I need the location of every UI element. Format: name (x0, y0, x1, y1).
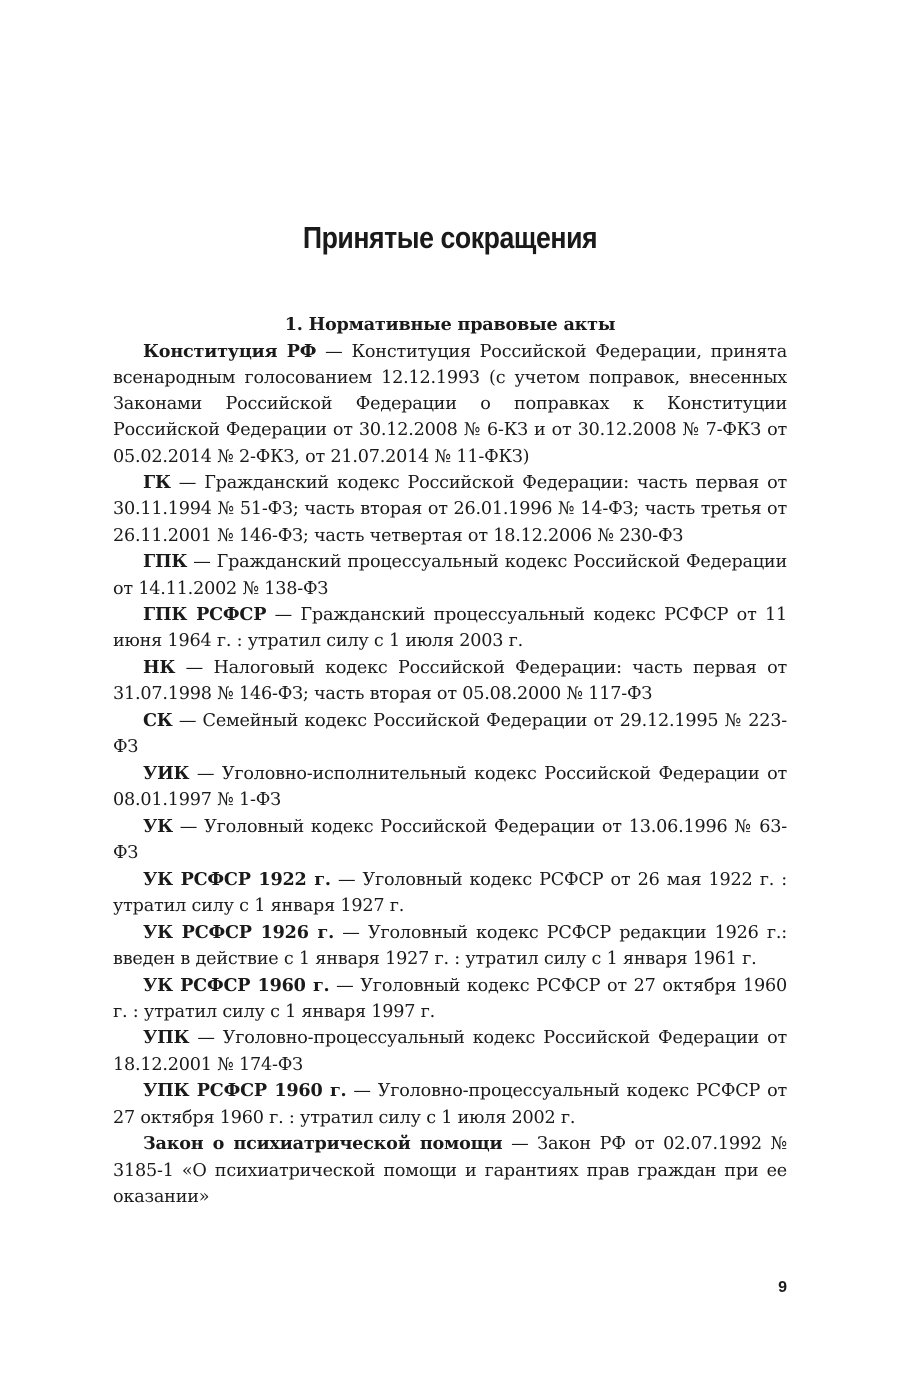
entry-term: Конституция РФ (143, 340, 317, 362)
entry-gpk (113, 549, 787, 602)
entry-term: УК (143, 815, 173, 837)
abbreviations-section (113, 312, 787, 1210)
entry-definition: — Уголовно-исполнительный кодекс Российской Федерации от 08.01.1997 № 1-ФЗ (113, 763, 787, 811)
entry-definition: — Уголовный кодекс РСФСР от 27 октября 1960 г. : утратил силу с 1 января 1997 г. (113, 975, 787, 1022)
page-number: 9 (778, 1279, 787, 1296)
entry-nk (113, 655, 787, 708)
entry-uk (113, 813, 787, 866)
entry-term: СК (143, 710, 173, 732)
entry-definition: — Уголовный кодекс Российской Федерации от 13.06.1996 № 63-ФЗ (113, 816, 787, 864)
entry-definition: — Уголовно-процессуальный кодекс Российской Федерации от 18.12.2001 № 174-ФЗ (113, 1028, 787, 1075)
entry-term: УИК (143, 762, 190, 784)
entry-definition: — Конституция Российской Федерации, принята всенародным голосованием 12.12.1993 (с учетом поправок, внесенных Законами Российской Федерации о поправках к Конституции Российской Федерации от 30.12.2008 № 6-КЗ и от 30.12.2008 № 7-ФКЗ от 05.02.2014 № 2-ФКЗ, от 21.07.2014 № 11-ФКЗ) (113, 341, 787, 467)
entry-definition: — Гражданский кодекс Российской Федерации: часть первая от 30.11.1994 № 51-ФЗ; часть вторая от 26.01.1996 № 14-ФЗ; часть третья от 26.11.2001 № 146-ФЗ; часть четвертая от 18.12.2006 № 230-ФЗ (113, 473, 787, 546)
entry-uk-rsfsr-1960 (113, 972, 787, 1025)
entry-term: НК (143, 657, 176, 679)
entry-gpk-rsfsr (113, 602, 787, 655)
entry-definition: — Уголовный кодекс РСФСР от 26 мая 1922 г. : утратил силу с 1 января 1927 г. (113, 869, 787, 916)
entry-term: УПК РСФСР 1960 г. (143, 1080, 347, 1102)
entry-term: УК РСФСР 1922 г. (143, 868, 331, 890)
entry-definition: — Семейный кодекс Российской Федерации от 29.12.1995 № 223-ФЗ (113, 711, 787, 758)
entry-upk (113, 1025, 787, 1078)
entry-term: УПК (143, 1027, 190, 1049)
section-heading: 1. Нормативные правовые акты (284, 314, 616, 335)
entry-konstitutsiya (113, 338, 787, 470)
entry-definition: — Гражданский процессуальный кодекс Российской Федерации от 14.11.2002 № 138-ФЗ (113, 552, 787, 599)
entry-term: УК РСФСР 1926 г. (143, 921, 335, 943)
entry-term: УК РСФСР 1960 г. (143, 974, 330, 996)
entry-upk-rsfsr-1960 (113, 1078, 787, 1131)
entry-uk-rsfsr-1926 (113, 919, 787, 972)
entry-gk (113, 470, 787, 549)
entry-term: Закон о психиатрической помощи (143, 1133, 503, 1155)
entry-definition: — Гражданский процессуальный кодекс РСФСР от 11 июня 1964 г. : утратил силу с 1 июля 2003 г. (113, 605, 787, 652)
entry-uk-rsfsr-1922 (113, 866, 787, 919)
entry-zakon-psikhiatriya (113, 1131, 787, 1210)
entry-term: ГПК РСФСР (143, 604, 267, 626)
entry-definition: — Закон РФ от 02.07.1992 № 3185-1 «О психиатрической помощи и гарантиях прав граждан при ее оказании» (113, 1134, 787, 1207)
page-title: Принятые сокращения (302, 220, 598, 255)
entry-term: ГК (143, 472, 171, 494)
entry-uik (113, 760, 787, 813)
entry-definition: — Налоговый кодекс Российской Федерации: часть первая от 31.07.1998 № 146-ФЗ; часть вторая от 05.08.2000 № 117-ФЗ (113, 658, 787, 705)
entry-definition: — Уголовный кодекс РСФСР редакции 1926 г.: введен в действие с 1 января 1927 г. : утратил силу с 1 января 1961 г. (113, 922, 787, 969)
entry-definition: — Уголовно-процессуальный кодекс РСФСР от 27 октября 1960 г. : утратил силу с 1 июля 2002 г. (113, 1081, 787, 1128)
entry-term: ГПК (143, 551, 188, 573)
entry-sk (113, 708, 787, 761)
